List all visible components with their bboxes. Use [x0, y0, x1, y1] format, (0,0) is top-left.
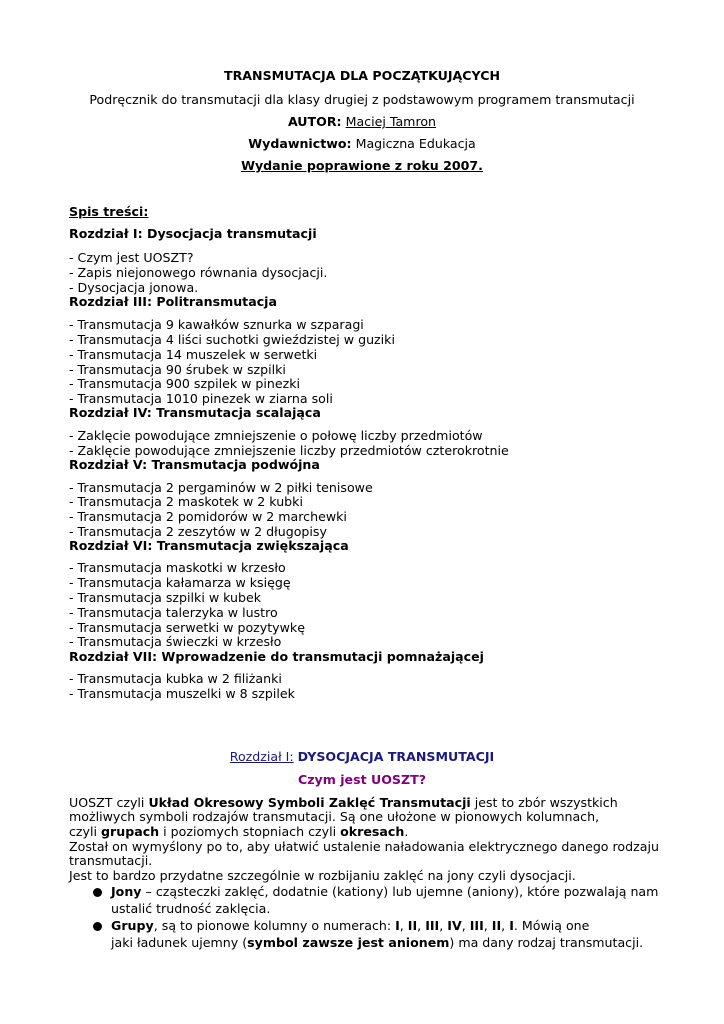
- doc-title: TRANSMUTACJA DLA POCZĄTKUJĄCYCH: [224, 68, 500, 83]
- toc-item: - Transmutacja 2 zeszytów w 2 długopisy: [69, 524, 327, 539]
- bullet-icon: [93, 922, 102, 931]
- toc-item: - Zaklęcie powodujące zmniejszenie liczby przedmiotów czterokrotnie: [69, 443, 509, 458]
- author-name: Maciej Tamron: [345, 114, 437, 129]
- toc-item: - Zapis niejonowego równania dysocjacji.: [69, 265, 328, 280]
- chapter-title: DYSOCJACJA TRANSMUTACJI: [297, 749, 495, 764]
- toc-chapter-title: Rozdział VI: Transmutacja zwiększająca: [69, 538, 349, 553]
- toc-item: - Transmutacja 4 liści suchotki gwieździstej w guziki: [69, 332, 395, 347]
- publisher-label: Wydawnictwo:: [248, 136, 352, 151]
- paragraph-line: Jest to bardzo przydatne szczególnie w rozbijaniu zaklęć na jony czyli dysocjacji.: [69, 868, 576, 883]
- bullet-item-cont: ustalić trudność zaklęcia.: [111, 901, 271, 916]
- toc-heading: Spis treści:: [69, 204, 149, 219]
- toc-item: - Transmutacja 1010 pinezek w ziarna soli: [69, 391, 333, 406]
- publisher-line: [0, 136, 724, 151]
- edition-line: [0, 158, 724, 173]
- bullet-item: Grupy, są to pionowe kolumny o numerach: I, II, III, IV, III, II, I. Mówią one: [111, 918, 590, 933]
- toc-item: - Transmutacja 2 maskotek w 2 kubki: [69, 494, 303, 509]
- edition-text: Wydanie poprawione z roku 2007.: [241, 158, 483, 173]
- toc-item: - Transmutacja świeczki w krzesło: [69, 634, 282, 649]
- toc-chapter-title: Rozdział III: Politransmutacja: [69, 294, 277, 309]
- toc-item: - Transmutacja 9 kawałków sznurka w szparagi: [69, 317, 364, 332]
- toc-item: - Transmutacja muszelki w 8 szpilek: [69, 686, 295, 701]
- toc-item: - Transmutacja kubka w 2 filiżanki: [69, 671, 282, 686]
- toc-item: - Transmutacja szpilki w kubek: [69, 590, 262, 605]
- toc-item: - Transmutacja serwetki w pozytywkę: [69, 620, 305, 635]
- toc-item: - Transmutacja 900 szpilek w pinezki: [69, 376, 301, 391]
- toc-chapter-title: Rozdział IV: Transmutacja scalająca: [69, 405, 321, 420]
- bullet-icon: [93, 888, 102, 897]
- paragraph-line: czyli grupach i poziomych stopniach czyli okresach.: [69, 824, 409, 839]
- bullet-item: Jony – cząsteczki zaklęć, dodatnie (kationy) lub ujemne (aniony), które pozwalają nam: [111, 884, 659, 899]
- toc-chapter-title: Rozdział VII: Wprowadzenie do transmutacji pomnażającej: [69, 649, 484, 664]
- toc-chapter-title: Rozdział V: Transmutacja podwójna: [69, 457, 320, 472]
- publisher-name: Magiczna Edukacja: [355, 136, 476, 151]
- chapter-label: Rozdział I:: [229, 749, 294, 764]
- toc-item: - Czym jest UOSZT?: [69, 250, 194, 265]
- toc-item: - Transmutacja talerzyka w lustro: [69, 605, 278, 620]
- author-line: [0, 114, 724, 129]
- author-label: AUTOR:: [287, 114, 342, 129]
- paragraph-line: UOSZT czyli Układ Okresowy Symboli Zaklęć Transmutacji jest to zbór wszystkich: [69, 795, 618, 810]
- toc-item: - Transmutacja maskotki w krzesło: [69, 560, 286, 575]
- chapter-heading: [0, 749, 724, 764]
- toc-item: - Dysocjacja jonowa.: [69, 280, 199, 295]
- toc-item: - Transmutacja kałamarza w księgę: [69, 575, 291, 590]
- doc-subtitle: Podręcznik do transmutacji dla klasy drugiej z podstawowym programem transmutacji: [89, 92, 635, 107]
- toc-item: - Transmutacja 90 śrubek w szpilki: [69, 362, 286, 377]
- toc-chapter-title: Rozdział I: Dysocjacja transmutacji: [69, 226, 317, 241]
- section-heading: Czym jest UOSZT?: [297, 772, 427, 787]
- toc-item: - Transmutacja 2 pomidorów w 2 marchewki: [69, 509, 347, 524]
- toc-item: - Transmutacja 2 pergaminów w 2 piłki tenisowe: [69, 480, 373, 495]
- paragraph-line: Został on wymyślony po to, aby ułatwić ustalenie naładowania elektrycznego danego rodzaju: [69, 839, 659, 854]
- paragraph-line: możliwych symboli rodzajów transmutacji. Są one ułożone w pionowych kolumnach,: [69, 809, 600, 824]
- toc-item: - Transmutacja 14 muszelek w serwetki: [69, 347, 318, 362]
- paragraph-line: transmutacji.: [69, 853, 153, 868]
- bullet-item-cont: jaki ładunek ujemny (symbol zawsze jest anionem) ma dany rodzaj transmutacji.: [111, 935, 644, 950]
- toc-item: - Zaklęcie powodujące zmniejszenie o połowę liczby przedmiotów: [69, 428, 483, 443]
